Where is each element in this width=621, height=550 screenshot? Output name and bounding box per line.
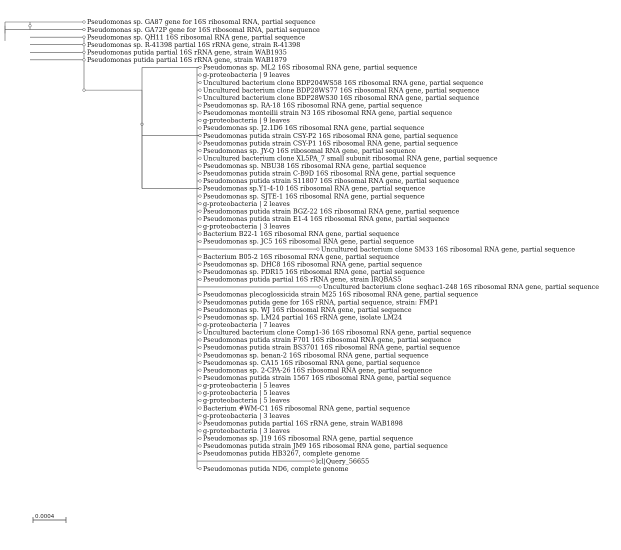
leaf-label[interactable]: Pseudomonas sp. benan-2 16S ribosomal RNA gene, partial sequence <box>203 351 429 360</box>
leaf-label[interactable]: Bacterium B05-2 16S ribosomal RNA gene, partial sequence <box>203 252 400 261</box>
tree-node[interactable] <box>83 28 86 31</box>
tree-node[interactable] <box>83 43 86 46</box>
leaf-label[interactable]: Pseudomonas plecoglossicida strain M25 16S ribosomal RNA gene, partial sequence <box>203 290 478 299</box>
leaf-label[interactable]: Pseudomonas sp. GA72P gene for 16S ribosomal RNA, partial sequence <box>87 25 320 34</box>
leaf-label[interactable]: Pseudomonas sp. CA15 16S ribosomal RNA gene, partial sequence <box>203 358 421 367</box>
leaf-label[interactable]: Pseudomonas putida strain S11807 16S ribosomal RNA gene, partial sequence <box>203 177 460 186</box>
tree-node[interactable] <box>199 66 202 69</box>
tree-node[interactable] <box>83 36 86 39</box>
leaf-label[interactable]: Pseudomonas sp. J2.1D6 16S ribosomal RNA gene, partial sequence <box>203 124 425 133</box>
tree-node[interactable] <box>199 89 202 92</box>
leaf-label[interactable]: g-proteobacteria | 5 leaves <box>203 396 290 405</box>
leaf-label[interactable]: g-proteobacteria | 3 leaves <box>203 426 290 435</box>
leaf-label[interactable]: g-proteobacteria | 3 leaves <box>203 411 290 420</box>
tree-node[interactable] <box>199 361 202 364</box>
leaf-label[interactable]: g-proteobacteria | 5 leaves <box>203 381 290 390</box>
leaf-label[interactable]: Bacterium #WM-C1 16S ribosomal RNA gene, partial sequence <box>203 404 410 413</box>
tree-node[interactable] <box>199 74 202 77</box>
leaf-label[interactable]: Pseudomonas putida strain BS3701 16S ribosomal RNA gene, partial sequence <box>203 343 460 352</box>
tree-node[interactable] <box>199 422 202 425</box>
leaf-label[interactable]: Uncultured bacterium clone BDP28WS77 16S ribosomal RNA gene, partial sequence <box>203 86 480 95</box>
tree-node[interactable] <box>83 21 86 24</box>
leaf-label[interactable]: Uncultured bacterium clone Comp1-36 16S ribosomal RNA gene, partial sequence <box>203 328 472 337</box>
tree-node[interactable] <box>199 452 202 455</box>
tree-node[interactable] <box>199 293 202 296</box>
tree-node[interactable] <box>317 248 320 251</box>
leaf-label[interactable]: Pseudomonas sp. NBU38 16S ribosomal RNA gene, partial sequence <box>203 162 427 171</box>
leaf-label[interactable]: Pseudomonas putida strain CSY-P1 16S ribosomal RNA gene, partial sequence <box>203 139 458 148</box>
leaf-label[interactable]: Pseudomonas sp. DHC8 16S ribosomal RNA gene, partial sequence <box>203 260 423 269</box>
leaf-label[interactable]: g-proteobacteria | 7 leaves <box>203 321 290 329</box>
tree-node[interactable] <box>199 339 202 342</box>
leaf-label[interactable]: Pseudomonas sp. JY-Q 16S ribosomal RNA gene, partial sequence <box>203 146 416 155</box>
tree-node[interactable] <box>199 429 202 432</box>
leaf-label[interactable]: Pseudomonas putida strain 1567 16S ribosomal RNA gene, partial sequence <box>203 373 451 382</box>
leaf-label[interactable]: Uncultured bacterium clone BDP28WS30 16S ribosomal RNA gene, partial sequence <box>203 93 480 102</box>
tree-node[interactable] <box>199 218 202 221</box>
tree-node[interactable] <box>199 331 202 334</box>
leaf-label[interactable]: Pseudomonas sp. PDR15 16S ribosomal RNA gene, partial sequence <box>203 268 425 277</box>
tree-node[interactable] <box>199 399 202 402</box>
tree-node[interactable] <box>199 467 202 470</box>
tree-node[interactable] <box>199 407 202 410</box>
leaf-label[interactable]: Pseudomonas putida strain BGZ-22 16S ribosomal RNA gene, partial sequence <box>203 207 460 216</box>
tree-node[interactable] <box>199 127 202 130</box>
tree-node[interactable] <box>199 96 202 99</box>
tree-node[interactable] <box>199 392 202 395</box>
tree-node[interactable] <box>199 301 202 304</box>
tree-node[interactable] <box>199 142 202 145</box>
leaf-label[interactable]: g-proteobacteria | 5 leaves <box>203 389 290 398</box>
tree-node[interactable] <box>199 157 202 160</box>
tree-node[interactable] <box>312 460 315 463</box>
leaf-label[interactable]: Pseudomonas sp.Y1-4-10 16S ribosomal RNA gene, partial sequence <box>203 184 426 193</box>
tree-node[interactable] <box>199 81 202 84</box>
tree-node[interactable] <box>199 437 202 440</box>
leaf-label[interactable]: Pseudomonas putida gene for 16S rRNA, partial sequence, strain: FMP1 <box>203 298 439 307</box>
leaf-label[interactable]: Pseudomonas putida partial 16S rRNA gene, strain WAB1898 <box>203 419 403 428</box>
tree-node[interactable] <box>199 354 202 357</box>
leaf-label[interactable]: g-proteobacteria | 9 leaves <box>203 71 290 80</box>
tree-node[interactable] <box>199 165 202 168</box>
leaf-label[interactable]: Pseudomonas sp. WJ 16S ribosomal RNA gene, partial sequence <box>203 305 412 314</box>
tree-node[interactable] <box>199 240 202 243</box>
leaf-label[interactable]: g-proteobacteria | 9 leaves <box>203 116 290 125</box>
leaf-label[interactable]: Pseudomonas putida strain F701 16S ribosomal RNA gene, partial sequence <box>203 336 452 345</box>
scale-bar-label: 0.0004 <box>35 514 55 520</box>
leaf-label[interactable]: Pseudomonas putida partial 16S rRNA gene, strain IRQBAS5 <box>203 275 402 284</box>
leaf-label[interactable]: Pseudomonas putida strain JM9 16S ribosomal RNA gene, partial sequence <box>203 442 448 451</box>
leaf-label[interactable]: Pseudomonas putida partial 16S rRNA gene, strain WAB1935 <box>87 48 287 57</box>
tree-node[interactable] <box>199 445 202 448</box>
tree-node[interactable] <box>199 308 202 311</box>
tree-node[interactable] <box>199 233 202 236</box>
leaf-label[interactable]: Bacterium B22-1 16S ribosomal RNA gene, partial sequence <box>203 230 400 239</box>
leaf-label[interactable]: Pseudomonas putida strain E1-4 16S ribosomal RNA gene, partial sequence <box>203 215 450 224</box>
tree-node[interactable] <box>199 263 202 266</box>
tree-node[interactable] <box>199 210 202 213</box>
tree-node[interactable] <box>199 225 202 228</box>
leaf-label[interactable]: Pseudomonas sp. RA-18 16S ribosomal RNA gene, partial sequence <box>203 101 423 110</box>
tree-node[interactable] <box>83 59 86 62</box>
leaf-label[interactable]: Pseudomonas putida strain CSY-P2 16S ribosomal RNA gene, partial sequence <box>203 131 458 140</box>
tree-node[interactable] <box>199 255 202 258</box>
leaf-label[interactable]: Pseudomonas sp. SJTE-1 16S ribosomal RNA gene, partial sequence <box>203 192 425 201</box>
tree-node[interactable] <box>199 187 202 190</box>
tree-node[interactable] <box>319 286 322 289</box>
leaf-label[interactable]: Pseudomonas sp. GA87 gene for 16S ribosomal RNA, partial sequence <box>87 18 316 27</box>
leaf-label[interactable]: Pseudomonas putida HB3267, complete genome <box>203 449 361 458</box>
leaf-label[interactable]: g-proteobacteria | 2 leaves <box>203 199 290 208</box>
leaf-label[interactable]: g-proteobacteria | 3 leaves <box>203 222 290 231</box>
tree-node[interactable] <box>199 180 202 183</box>
tree-node[interactable] <box>199 384 202 387</box>
tree-node[interactable] <box>199 119 202 122</box>
leaf-label[interactable]: Pseudomonas sp. JC5 16S ribosomal RNA gene, partial sequence <box>203 237 414 246</box>
leaf-label[interactable]: Uncultured bacterium clone BDP204WS58 16S ribosomal RNA gene, partial sequence <box>203 78 484 87</box>
leaf-label[interactable]: Pseudomonas putida strain C-B9D 16S ribosomal RNA gene, partial sequence <box>203 169 456 178</box>
tree-node[interactable] <box>199 278 202 281</box>
tree-node[interactable] <box>199 172 202 175</box>
scale-bar <box>33 514 66 523</box>
leaf-label[interactable]: Pseudomonas sp. R-41398 partial 16S rRNA gene, strain R-41398 <box>87 40 301 49</box>
tree-node[interactable] <box>199 376 202 379</box>
tree-leaf-labels <box>87 18 599 473</box>
leaf-label[interactable]: Pseudomonas sp. 2-CPA-26 16S ribosomal RNA gene, partial sequence <box>203 366 433 375</box>
tree-node[interactable] <box>199 414 202 417</box>
tree-node[interactable] <box>199 104 202 107</box>
leaf-label[interactable]: Uncultured bacterium clone XL5PA_7 small subunit ribosomal RNA gene, partial sequence <box>203 154 498 163</box>
leaf-label[interactable]: Pseudomonas putida partial 16S rRNA gene, strain WAB1879 <box>87 56 287 65</box>
tree-node[interactable] <box>199 346 202 349</box>
leaf-label[interactable]: Pseudomonas sp. J19 16S ribosomal RNA gene, partial sequence <box>203 434 414 443</box>
tree-node[interactable] <box>199 149 202 152</box>
leaf-label[interactable]: Pseudomonas monteilii strain N3 16S ribosomal RNA gene, partial sequence <box>203 109 453 118</box>
leaf-label[interactable]: Pseudomonas sp. ML2 16S ribosomal RNA gene, partial sequence <box>203 63 418 72</box>
tree-node[interactable] <box>199 195 202 198</box>
leaf-label[interactable]: Pseudomonas putida ND6, complete genome <box>203 464 349 473</box>
leaf-label[interactable]: Pseudomonas sp. LM24 partial 16S rRNA gene, isolate LM24 <box>203 313 403 322</box>
tree-node[interactable] <box>199 112 202 115</box>
leaf-label[interactable]: Uncultured bacterium clone seqhac1-248 16S ribosomal RNA gene, partial sequence <box>323 283 600 292</box>
tree-node[interactable] <box>199 316 202 319</box>
tree-node[interactable] <box>83 51 86 54</box>
leaf-label[interactable]: Uncultured bacterium clone SM33 16S ribosomal RNA gene, partial sequence <box>321 245 576 254</box>
leaf-label[interactable]: Pseudomonas sp. QH11 16S ribosomal RNA gene, partial sequence <box>87 33 306 42</box>
tree-node[interactable] <box>29 24 32 27</box>
tree-node[interactable] <box>83 89 86 92</box>
tree-node[interactable] <box>199 324 202 327</box>
tree-node[interactable] <box>199 369 202 372</box>
tree-node[interactable] <box>199 202 202 205</box>
leaf-label[interactable]: lcl|Query_56655 <box>316 457 370 466</box>
tree-node[interactable] <box>199 271 202 274</box>
tree-node[interactable] <box>199 134 202 137</box>
